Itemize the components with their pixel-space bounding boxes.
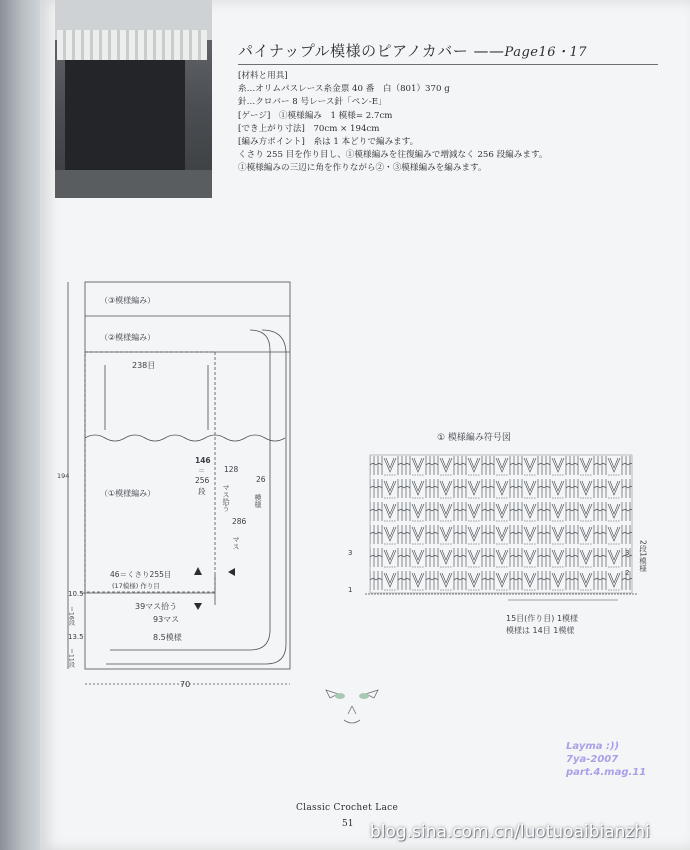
dim-16-dan: ＝16段 xyxy=(67,606,75,626)
pick-128-num: 128 xyxy=(224,465,239,474)
width-70: 70 xyxy=(180,680,191,689)
dim-13-5: 13.5 xyxy=(68,633,84,641)
piano-shape xyxy=(65,55,185,175)
repeat-right: 2段1模様 xyxy=(638,540,648,573)
step-2-line: ①模様編みの三辺に角を作りながら②・③模様編みを編みます。 xyxy=(238,163,487,174)
piano-photo xyxy=(55,0,212,198)
watermark-url: blog.sina.com.cn/luotuoaibianzhi xyxy=(370,822,650,842)
signature-block xyxy=(566,740,646,779)
lace-cover-shape xyxy=(57,30,207,60)
stitch-chart xyxy=(348,431,648,635)
arrow-up xyxy=(194,567,202,575)
size-line: [でき上がり寸法] 70cm × 194cm xyxy=(238,123,380,134)
book-gutter xyxy=(0,0,40,850)
motif-8-5: 8.5模様 xyxy=(153,633,182,642)
masu-286-num: 286 xyxy=(232,517,247,526)
repeat-14-label: 模様は 14目 1模様 xyxy=(506,626,575,635)
step-1-line: くさり 255 目を作り目し、①模様編みを往復編みで増減なく 256 段編みます。 xyxy=(238,150,548,161)
arrow-right xyxy=(228,568,235,576)
gauge-line: [ゲージ] ①模様編み 1 模様= 2.7cm xyxy=(238,110,393,121)
signature-line-3: part.4.mag.11 xyxy=(566,767,647,778)
points-line: [編み方ポイント] 糸は 1 本どりで編みます。 xyxy=(238,137,419,148)
masu-286-label: マス xyxy=(232,536,240,550)
instructions-block xyxy=(238,70,658,176)
row-1-left: 1 xyxy=(348,586,353,594)
masu-93: 93マス xyxy=(153,615,180,624)
label-pattern-3: （③模様編み） xyxy=(100,296,156,305)
needle-line: 針…クロバー 8 号レース針「ペン-E」 xyxy=(238,97,387,108)
height-194: 194 xyxy=(57,472,70,480)
page-number: 51 xyxy=(342,819,354,829)
arrows xyxy=(194,567,235,610)
chain-255: 46＝くさり255目 xyxy=(110,570,172,579)
motif-17: (17模様) 作り目 xyxy=(112,582,160,590)
pick-39: 39マス拾う xyxy=(135,602,178,611)
diagram-svg xyxy=(40,270,680,690)
title-text: パイナップル模様のピアノカバー xyxy=(238,42,469,60)
dim-10-5: 10.5 xyxy=(68,590,84,598)
floor-area xyxy=(55,170,212,198)
main-panel xyxy=(85,352,215,592)
label-pattern-1: （①模様編み） xyxy=(100,489,156,498)
page-title xyxy=(238,40,587,61)
page-reference: Page16・17 xyxy=(504,45,588,60)
arrow-down xyxy=(194,603,202,610)
label-pattern-2: （②模様編み） xyxy=(100,333,156,342)
rows-dan: 段 xyxy=(198,487,206,496)
foundation-label: 15目(作り目) 1模様 xyxy=(506,614,579,623)
chart-grid xyxy=(370,455,632,593)
motif-26-label: 模様 xyxy=(254,494,262,508)
materials-label: [材料と用具] xyxy=(238,71,288,81)
yarn-line: 糸…オリムパスレース糸金票 40 番 白（801）370 g xyxy=(238,84,450,95)
row-3-left: 3 xyxy=(348,549,353,557)
stitches-238: 238目 xyxy=(132,361,156,370)
dim-11-dan: ＝11段 xyxy=(67,648,75,668)
title-rule xyxy=(238,64,658,65)
book-title-footer: Classic Crochet Lace xyxy=(296,803,399,813)
signature-line-2: 7ya-2007 xyxy=(566,754,619,765)
row-3-right: 3 xyxy=(625,549,630,557)
chart-title: ① 模様編み符号図 xyxy=(437,433,511,443)
signature-line-1: Layma :)) xyxy=(566,741,620,752)
cat-face-icon xyxy=(322,680,382,726)
rows-256: 256 xyxy=(195,476,210,485)
row-2-right: 2 xyxy=(625,569,630,577)
rows-146: 146 xyxy=(195,456,211,465)
title-dash: —— xyxy=(473,42,505,60)
motif-26-num: 26 xyxy=(256,475,266,484)
rows-eq: ＝ xyxy=(198,467,205,475)
break-wave xyxy=(85,435,285,441)
pick-128-label: マス拾う xyxy=(222,484,230,512)
